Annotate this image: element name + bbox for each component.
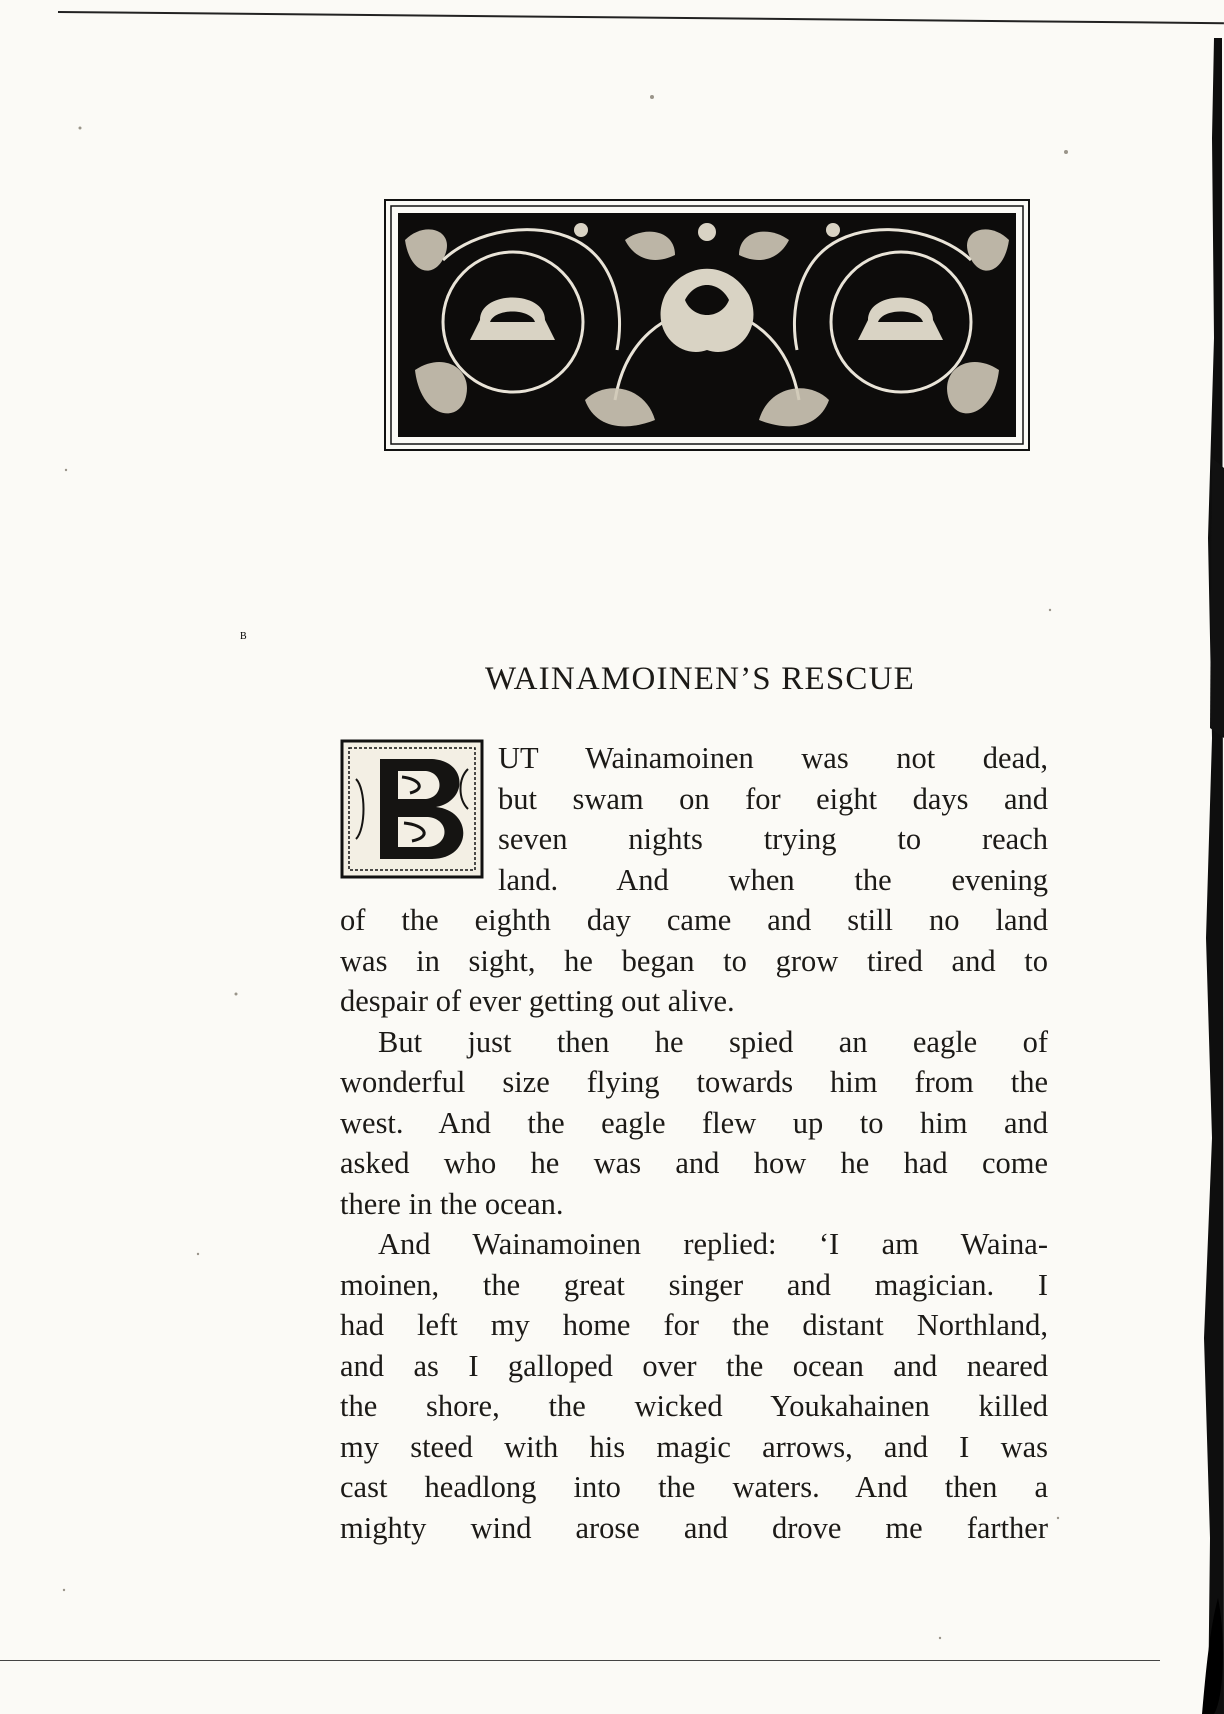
text-line: land. And when the evening [498, 862, 1048, 897]
binding-shadow [1182, 38, 1224, 1714]
floral-ornament-icon [385, 200, 1029, 450]
text-line: despair of ever getting out alive. [340, 984, 735, 1018]
text-line: was in sight, he began to grow tired and to [340, 943, 1048, 978]
bottom-rule [0, 1660, 1160, 1661]
text-line: there in the ocean. [340, 1186, 564, 1221]
text-line: moinen, the great singer and magician. I [340, 1267, 1048, 1302]
top-rule [58, 11, 1224, 24]
text-line: the shore, the wicked Youkahainen killed [340, 1389, 1048, 1423]
chapter-title: WAINAMOINEN’S RESCUE [484, 661, 916, 697]
text-line: seven nights trying to reach [498, 822, 1048, 856]
paragraph-3 [340, 1224, 1048, 1548]
decorated-initial-icon [240, 631, 484, 879]
text-line: And Wainamoinen replied: ‘I am Waina- [378, 1227, 1048, 1261]
dropcap-letter: B [240, 631, 247, 642]
text-line: but swam on for eight days and [498, 781, 1048, 816]
text-line: my steed with his magic arrows, and I was [340, 1429, 1048, 1464]
text-line: of the eighth day came and still no land [340, 903, 1048, 937]
text-line: wonderful size flying towards him from the [340, 1065, 1048, 1099]
text-line: cast headlong into the waters. And then a [340, 1470, 1048, 1504]
text-line: mighty wind arose and drove me farther [340, 1510, 1048, 1545]
text-line: west. And the eagle flew up to him and [340, 1105, 1048, 1140]
text-line: asked who he was and how he had come [340, 1146, 1048, 1180]
text-line: had left my home for the distant Northland, [340, 1308, 1048, 1342]
paragraph-2 [340, 1022, 1048, 1225]
text-line: But just then he spied an eagle of [378, 1024, 1048, 1059]
text-line: and as I galloped over the ocean and neared [340, 1348, 1048, 1383]
text-line: UT Wainamoinen was not dead, [498, 741, 1048, 775]
